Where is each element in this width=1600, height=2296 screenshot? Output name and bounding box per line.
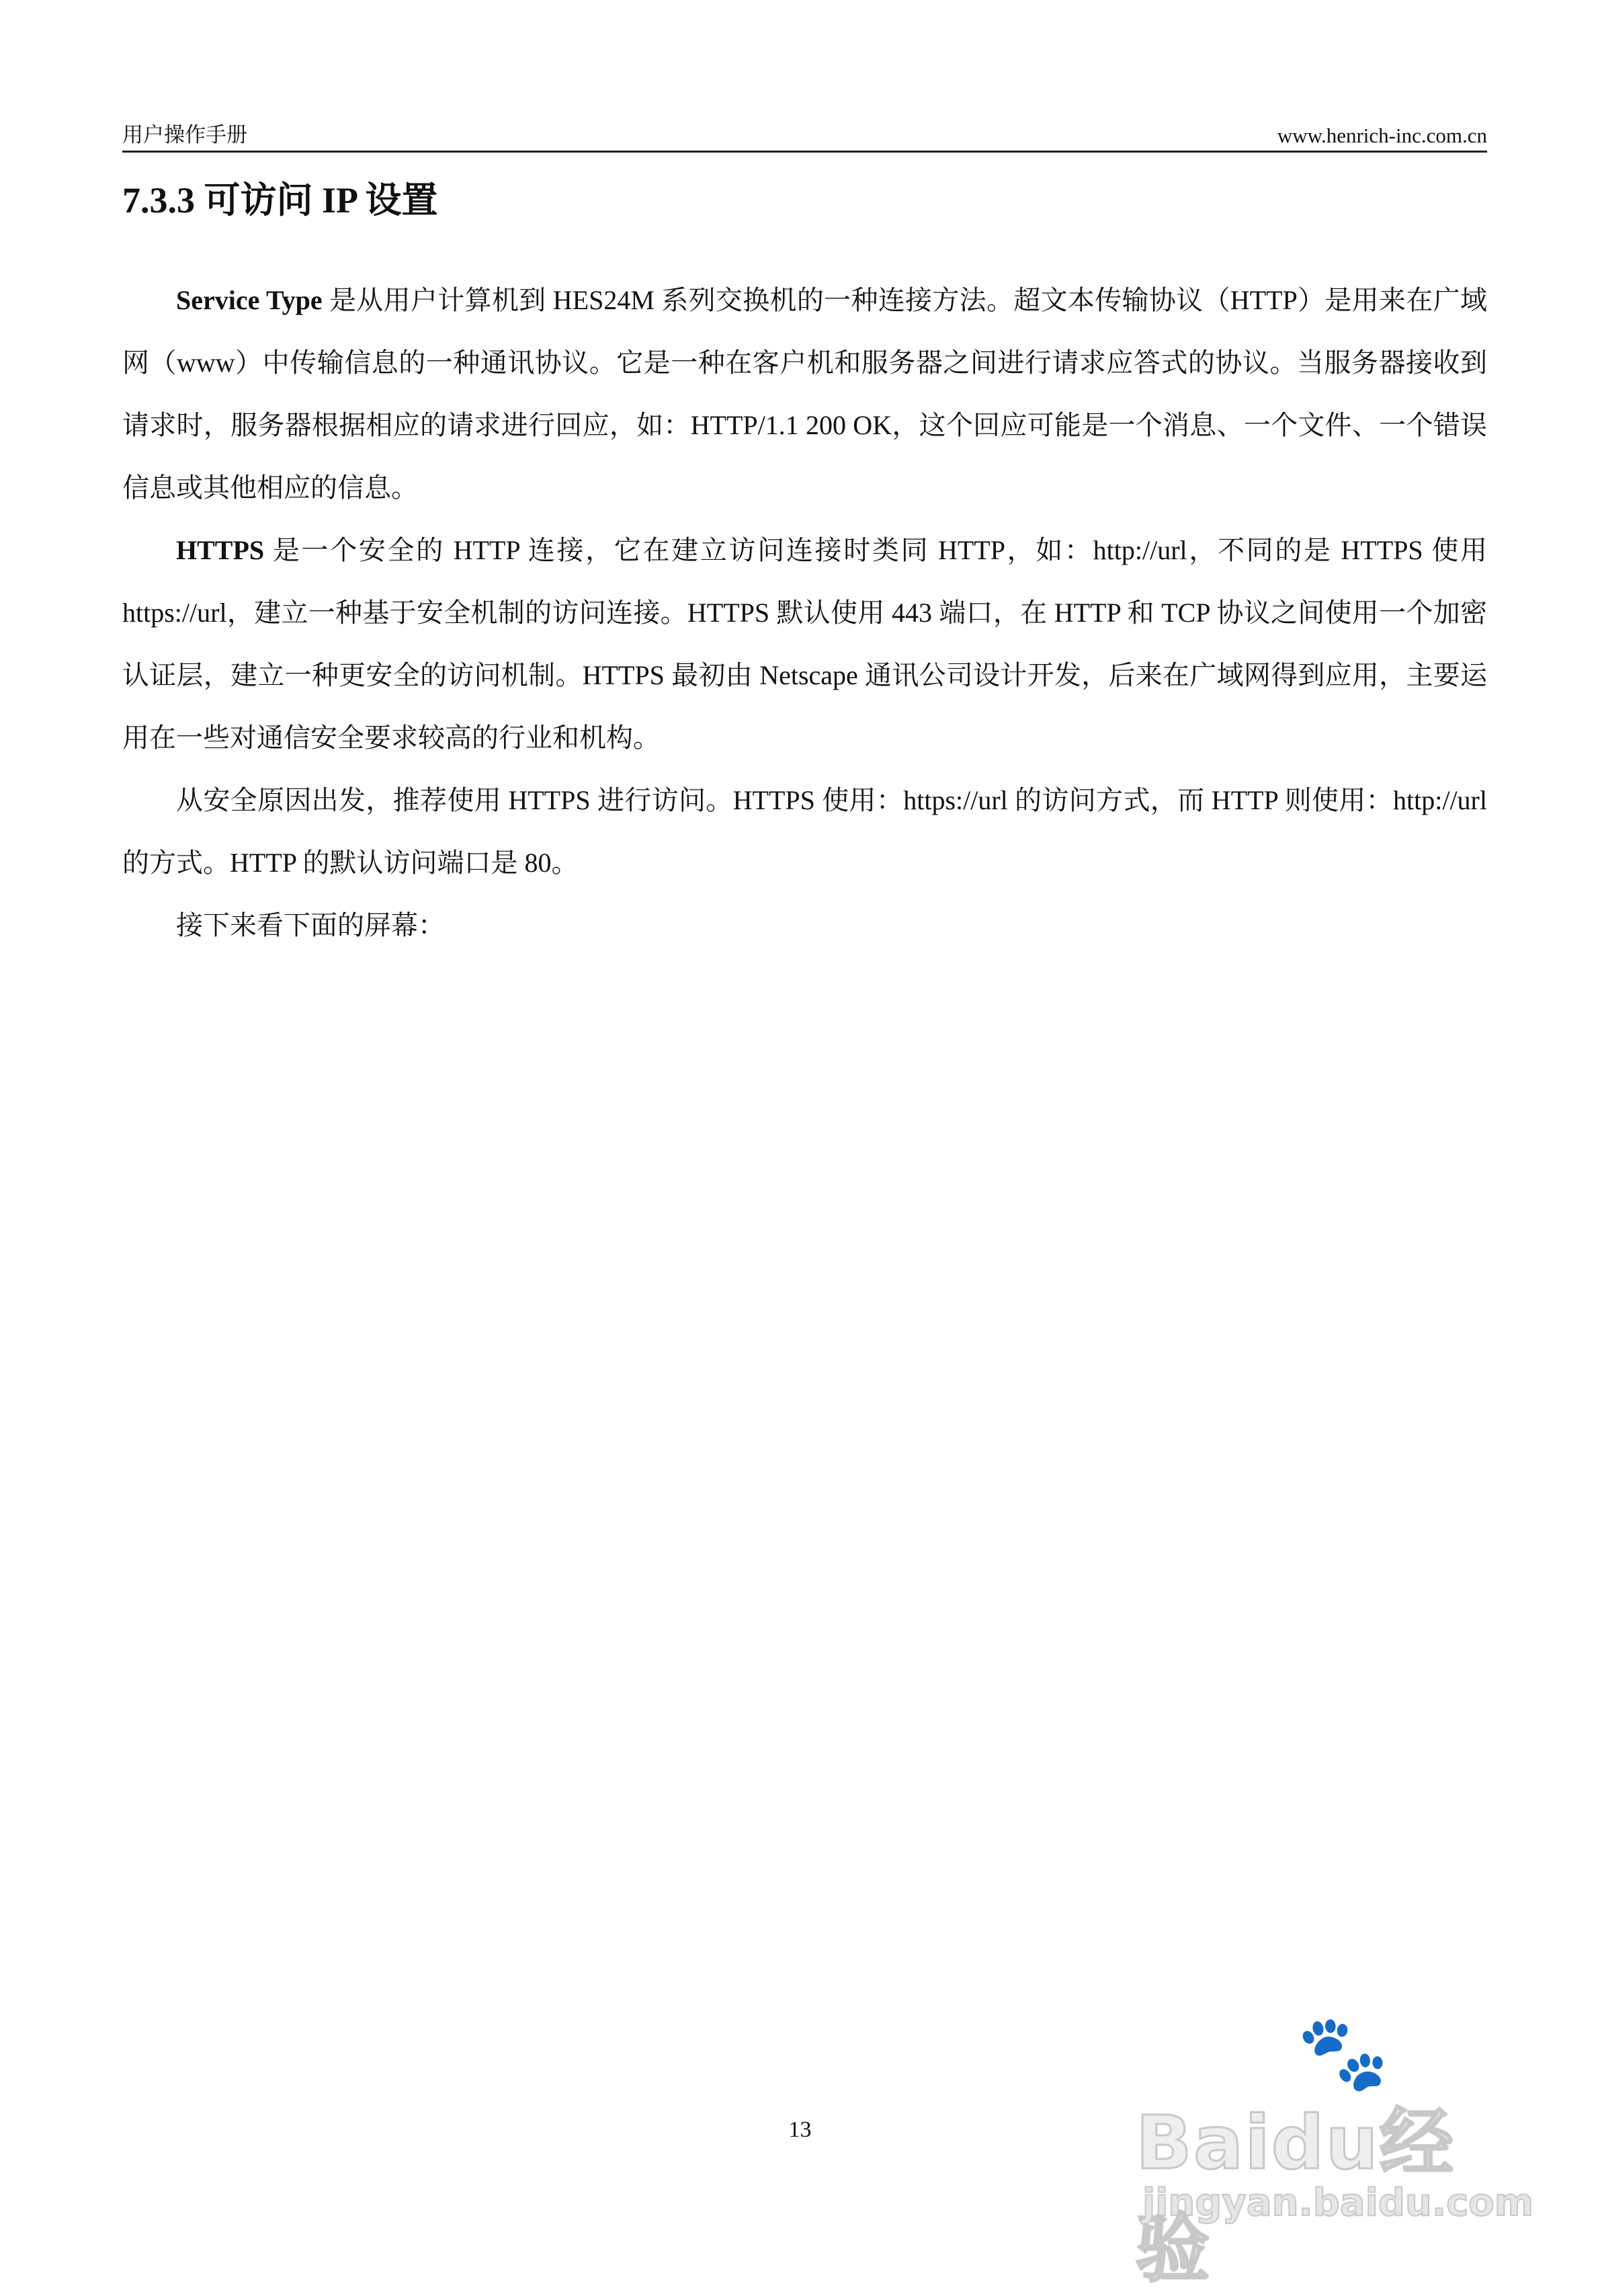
- term-service-type: Service Type: [176, 285, 323, 315]
- paragraph-recommendation: 从安全原因出发，推荐使用 HTTPS 进行访问。HTTPS 使用：https://url 的访问方式，而 HTTP 则使用：http://url 的方式。HTTP 的默认访问端口是 80。: [122, 785, 1487, 878]
- term-https: HTTPS: [176, 535, 265, 565]
- paragraph-text: 是一个安全的 HTTP 连接，它在建立访问连接时类同 HTTP，如：http://url，不同的是 HTTPS 使用 https://url，建立一种基于安全机制的访问连接。HTTPS 默认使用 443 端口，在 HTTP 和 TCP 协议之间使用一个加密认证层，建立一种更安全的访问机制。HTTPS 最初由 Netscape 通讯公司设计开发，后来在广域网得到应用，主要运用在一些对通信安全要求较高的行业和机构。: [122, 535, 1487, 753]
- page-header: [122, 113, 1487, 153]
- paragraph-next: 接下来看下面的屏幕：: [176, 910, 445, 940]
- paragraph-service-type: [122, 269, 1487, 519]
- section-title: 7.3.3 可访问 IP 设置: [122, 180, 438, 220]
- watermark-url: jingyan.baidu.com: [1142, 2181, 1534, 2225]
- header-manual-title: 用户操作手册: [122, 123, 247, 147]
- watermark-logo: Baidu经验: [1136, 2100, 1455, 2292]
- paragraph-https: [122, 519, 1487, 769]
- paragraph-text: 是从用户计算机到 HES24M 系列交换机的一种连接方法。超文本传输协议（HTTP）是用来在广域网（www）中传输信息的一种通讯协议。它是一种在客户机和服务器之间进行请求应答式的协议。当服务器接收到请求时，服务器根据相应的请求进行回应，如：HTTP/1.1 200 OK，这个回应可能是一个消息、一个文件、一个错误信息或其他相应的信息。: [122, 285, 1487, 503]
- page-number: 13: [788, 2117, 812, 2142]
- document-body: [122, 269, 1487, 956]
- baidu-watermark: [1136, 2010, 1534, 2292]
- header-website: www.henrich-inc.com.cn: [1277, 124, 1487, 147]
- paw-icon: 🐾: [1297, 2010, 1389, 2096]
